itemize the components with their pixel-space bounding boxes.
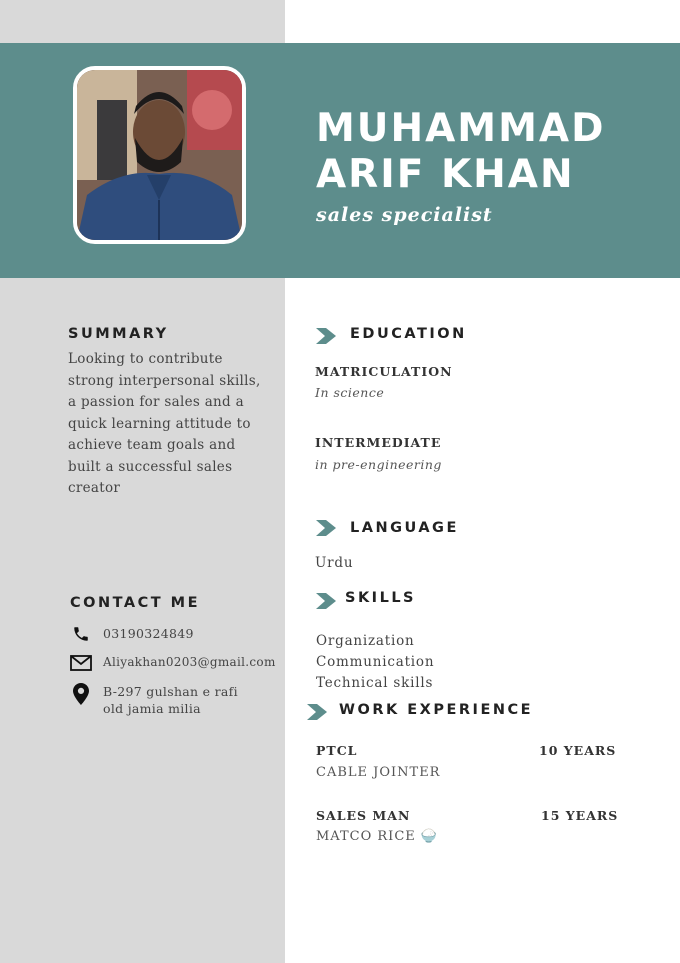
job-role: sales specialist [316,204,493,226]
summary-heading: SUMMARY [68,326,169,342]
skill-item: Organization [316,633,415,649]
phone-number: 03190324849 [103,626,194,641]
language-item: Urdu [315,555,354,571]
contact-email [70,654,276,672]
name-line-2: ARIF KHAN [316,152,575,197]
chevron-right-icon [316,328,336,344]
candidate-name [316,106,605,198]
education-title: INTERMEDIATE [315,435,442,450]
education-heading: EDUCATION [350,326,467,342]
contact-heading: CONTACT ME [70,595,201,611]
job-company: CABLE JOINTER [316,765,441,780]
mail-icon [70,654,92,672]
chevron-right-icon [316,593,336,609]
job-title: SALES MAN [316,808,411,823]
summary-text: Looking to contribute strong interpersonal skills, a passion for sales and a quick learning attitude to achieve team goals and built a successful sales creator [68,351,261,496]
job-title: PTCL [316,743,358,758]
skills-heading: SKILLS [345,590,416,606]
job-years: 15 YEARS [541,808,619,823]
education-subtitle: in pre-engineering [315,457,442,472]
phone-icon [70,625,92,643]
education-subtitle: In science [315,385,385,400]
chevron-right-icon [307,704,327,720]
chevron-right-icon [316,520,336,536]
job-years: 10 YEARS [539,743,617,758]
job-company: MATCO RICE 🍚 [316,829,439,844]
education-title: MATRICULATION [315,364,453,379]
contact-address [70,683,238,717]
profile-photo [73,66,246,244]
email-address: Aliyakhan0203@gmail.com [103,655,276,669]
work-experience-heading: WORK EXPERIENCE [339,702,534,718]
address-line-1: B-297 gulshan e rafi [103,684,238,699]
skill-item: Communication [316,654,435,670]
skill-item: Technical skills [316,675,434,691]
language-heading: LANGUAGE [350,520,459,536]
contact-phone [70,625,194,643]
name-line-1: MUHAMMAD [316,106,606,151]
address-line-2: old jamia milia [103,701,201,716]
location-pin-icon [70,683,92,705]
